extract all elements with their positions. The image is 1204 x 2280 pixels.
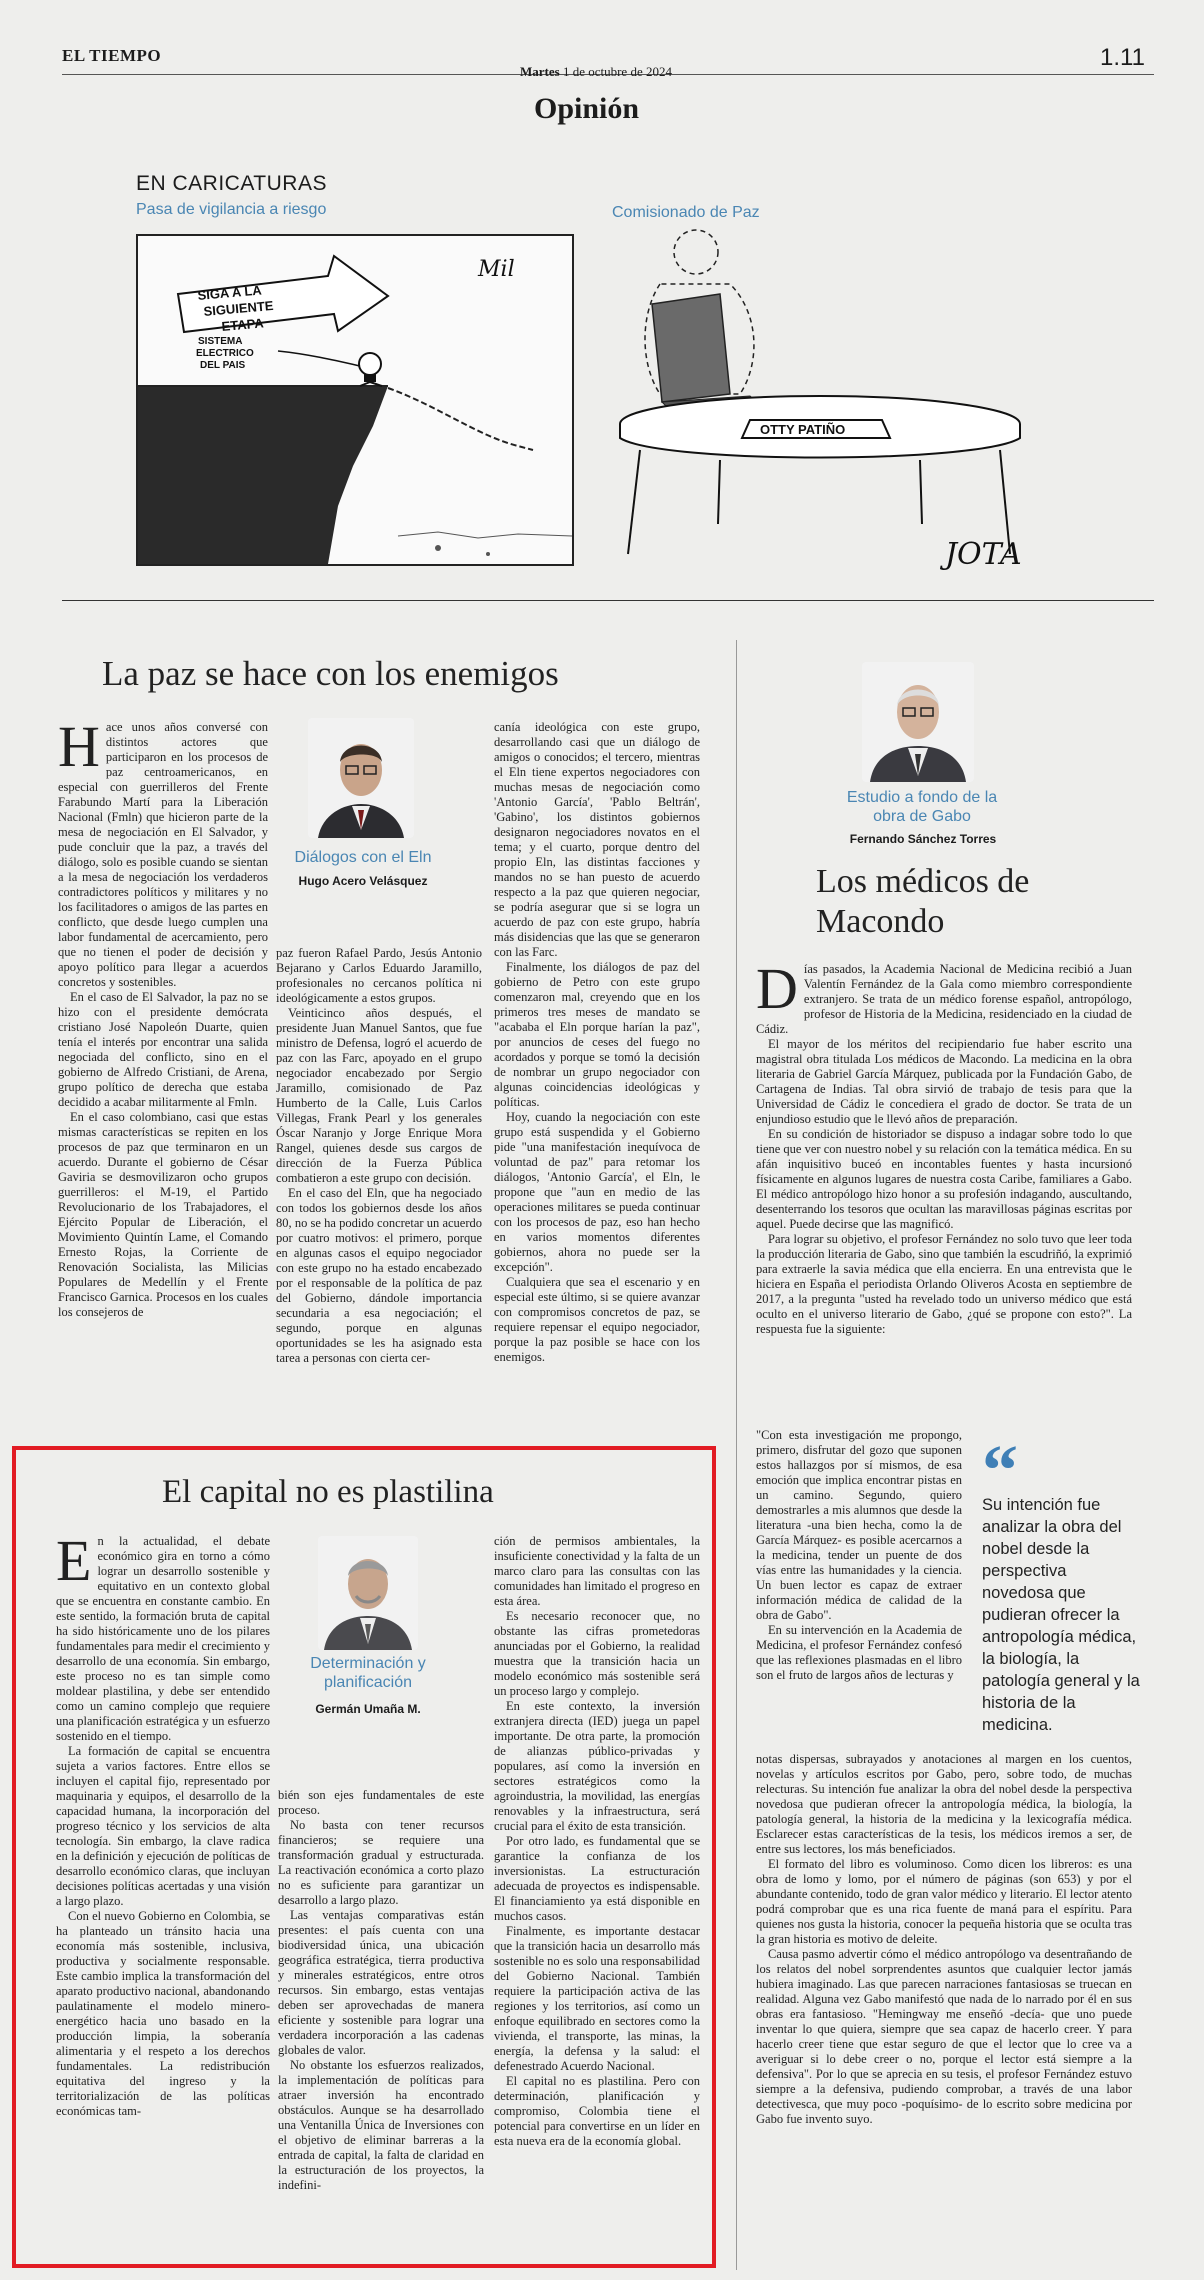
article3-col2 [278,1788,484,2244]
article2-rubric: Estudio a fondo de la obra de Gabo [846,789,998,825]
article1-col2 [276,946,482,1440]
article1-p6: En el caso del Eln, que ha negociado con todos los gobiernos desde los años 80, no se ha podido concretar un acuerdo por cuatro motivos: el primero, porque en algunas casos el equipo negociador con este grupo no ha estado encabezado por el responsable de la política de paz del Gobierno, dándole importancia secundaria a esa negociación; el segundo, porque en algunas oportunidades se les ha asignado esta tarea a personas con cierta cer- [276,1186,482,1365]
article3-p10: En este contexto, la inversión extranjera directa (IED) juega un papel importante. De otra parte, la promoción de alianzas público-privadas y populares, así como la inversión en sectores estratégicos como la agroindustria, la movilidad, las energías renovables y la infraestructura, será crucial para el éxito de esta transición. [494,1699,700,1833]
article1-p4: paz fueron Rafael Pardo, Jesús Antonio Bejarano y Carlos Eduardo Jaramillo, profesionales no cercanos política ni ideológicamente a estos grupos. [276,946,482,1005]
article2-title: Los médicos de Macondo [816,863,1030,940]
date-day: Martes [520,64,560,79]
article2-col-bottom [756,1752,1132,2268]
name-plate: OTTY PATIÑO [760,422,846,437]
cartoon-left-drawing [138,236,572,564]
page-number: 1.11 [1100,44,1145,71]
author-photo-fernando [862,662,974,782]
article2-p8: El formato del libro es voluminoso. Como dicen los libreros: es una obra de lomo y lomo, por el número de páginas (son 653) y por el abundante contenido, todo de gran valor médico y literario. El lector atento podrá comprobar que es una rica fuente de maná para el espíritu. Para quienes nos gusta la historia, conocer la pequeña historia que se oculta tras la gran historia es motivo de deleite. [756,1857,1132,1946]
article1-p10: Cualquiera que sea el escenario y en especial este último, si se quiere avanzar con compromisos concretos de paz, se requiere repensar el equipo negociador, porque la paz posible se hace con los enemigos. [494,1275,700,1364]
divider-cartoons [62,600,1154,601]
article3-p1: n la actualidad, el debate económico gira en torno a cómo lograr un desarrollo sostenible y equitativo en un contexto global que se encuentra en constante cambio. En este sentido, la formación bruta de capital ha sido históricamente uno de los pilares fundamentales para medir el crecimiento y desarrollo de una economía. Sin embargo, este proceso no es tan simple como moldear plastilina, y debe ser entendido como un camino complejo que requiere una planificación estratégica y un esfuerzo sostenido en el tiempo. [56,1534,270,1743]
article1-dropcap: H [58,720,100,779]
article3-p4: bién son ejes fundamentales de este proceso. [278,1788,484,1817]
article1-col3 [494,720,700,1440]
article1-p8: Finalmente, los diálogos de paz del gobierno de Petro con este grupo comenzaron mal, creyendo que en los primeros tres meses de mandato se "acababa el Eln porque harían la paz", por anuncios de ceses del fuego no acordados y porque se tomó la decisión de nombrar un grupo negociador con algunas coincidencias ideológicas y políticas. [494,960,700,1109]
article1-p5: Veinticinco años después, el presidente Juan Manuel Santos, que fue ministro de Defensa, logró el acuerdo de paz con las Farc, apoyado en el grupo negociador encabezado por Sergio Jaramillo, comisionado de Paz Humberto de la Calle, Luis Carlos Villegas, Frank Pearl y los generales Óscar Naranjo y Jorge Enrique Mora Rangel, quienes desde sus cargos de dirección de la Fuerza Pública combatieron a este grupo con decisión. [276,1006,482,1185]
cartoon-right-signature: JOTA [945,537,1022,572]
article3-col1 [56,1534,270,2244]
author-photo-german [318,1536,418,1650]
article3-author: Germán Umaña M. [315,1702,421,1716]
article2-p2: El mayor de los méritos del recipiendario fue haber escrito una magistral obra titulada Los médicos de Macondo. La medicina en la obra literaria de Gabriel García Márquez, publicada por la Fundación Gabo, de Cartagena de Indias. Tal obra sirvió de trabajo de tesis para que la Universidad de Cádiz le concediera el grado de doctor. Se trata de un enjundioso estudio que le llevó años de preparación. [756,1037,1132,1126]
cartoon-right-drawing [600,224,1070,578]
article2-col-mid [756,1428,962,1748]
label-line-3: DEL PAIS [200,360,246,371]
article2-p7: notas dispersas, subrayados y anotaciones al margen en los cuentos, novelas y artículos escritos por Gabo, pero, sobre todo, de muchas relecturas. Su intención fue analizar la obra del nobel desde la perspectiva novedosa que pudieran ofrecer la antropología médica, la biología, la patología general, la historia de la medicina y la lexicografía médica. Esclarecer estas características de la tesis, los médicos iremos a ser, de entre sus lectores, los más beneficiados. [756,1752,1132,1856]
article2-p5: "Con esta investigación me propongo, primero, disfrutar del gozo que suponen estos hallazgos por sí mismos, de esa emoción que implica encontrar pistas en un camino. Segundo, quiero demostrarles a mis alumnos que desde la literatura -una bien hecha, como la de García Márquez- es posible acercarnos a la medicina, tender un puente de dos vías entre las humanidades y la ciencia. Un buen lector es capaz de extraer información médica de calidad de la obra de Gabo". [756,1428,962,1622]
article3-p11: Por otro lado, es fundamental que se garantice la confianza de los inversionistas. La estructuración adecuada de proyectos es indispensable. El financiamiento ya está disponible en muchos casos. [494,1834,700,1923]
article3-title: El capital no es plastilina [162,1474,494,1510]
cartoon-left-caption: Pasa de vigilancia a riesgo [136,201,327,218]
article2-p3: En su condición de historiador se dispuso a indagar sobre todo lo que tiene que ver con nuestro nobel y su relación con la temática médica. En su afán inquisitivo buceó en incontables fuentes y hasta incursionó físicamente en algunos lugares de nuestra costa Caribe, familiares a Gabo. El médico antropólogo hizo honor a su profesión indagando, auscultando, desenterrando los tesoros que ocultan las maravillosas páginas escritas por aquel. Puede decirse que las magnificó. [756,1127,1132,1231]
article3-p7: No obstante los esfuerzos realizados, la implementación de políticas para atraer inversión ha encontrado obstáculos. Aunque se ha desarrollado una Ventanilla Única de Inversiones con el objetivo de eliminar barreras a la entrada de capital, la falta de claridad en la estructuración de los proyectos, la indefini- [278,2058,484,2192]
article3-p12: Finalmente, es importante destacar que la transición hacia un desarrollo más sostenible no es solo una responsabilidad del Gobierno Nacional. También requiere la participación activa de las regiones y los territorios, así como un enfoque equilibrado en sectores como la vivienda, el transporte, las minas, la energía, la defensa y la salud: el defenestrado Acuerdo Nacional. [494,1924,700,2073]
article1-p3: En el caso colombiano, casi que estas mismas características se repiten en los procesos de paz que terminaron en un acuerdo. Durante el gobierno de César Gaviria se desmovilizaron ocho grupos guerrilleros: el M-19, el Partido Revolucionario de los Trabajadores, el Ejército Popular de Liberación, el Movimiento Quintín Lame, el Comando Ernesto Rojas, la Corriente de Renovación Socialista, las Milicias Populares de Medellín y el Frente Francisco Garnica. Procesos en los cuales los consejeros de [58,1110,268,1319]
article1-col1 [58,720,268,1440]
article1-rubric: Diálogos con el Eln [294,849,432,866]
article1-p9: Hoy, cuando la negociación con este grupo está suspendida y el Gobierno pide "una manifestación inequívoca de voluntad de paz" para retomar los diálogos, 'Antonio García', el Eln, le propone que "aun en medio de las operaciones militares se pueda continuar con los procesos de paz, eso han hecho en varios momentos diferentes gobiernos, ahora no puede ser la excepción". [494,1110,700,1274]
label-line-2: ELECTRICO [196,348,254,359]
article1-p2: En el caso de El Salvador, la paz no se hizo con el presidente demócrata cristiano José Napoleón Duarte, quien tenía el interés por encontrar una salida negociada del conflicto, sino en el gobierno de Alfredo Cristiani, de Arena, grupo político de derecha que estaba decidido a acabar militarmente al Fmln. [58,990,268,1109]
section-title: Opinión [534,92,640,125]
article2-pull-quote: Su intención fue analizar la obra del nobel desde la perspectiva novedosa que pudieran ofrecer la antropología médica, la biología, la patología general y la historia de la medicina. [982,1496,1140,1734]
masthead: EL TIEMPO [62,46,162,65]
article2-author: Fernando Sánchez Torres [849,832,997,846]
article3-p3: Con el nuevo Gobierno en Colombia, se ha planteado un tránsito hacia una economía más sostenible, inclusiva, productiva y socialmente responsable. Este cambio implica la transformación del aparato productivo nacional, abandonando paulatinamente el modelo minero-energético hacia uno basado en la producción limpia, la soberanía alimentaria y el respeto a los derechos fundamentales. La redistribución equitativa del ingreso y la territorialización de las políticas económicas tam- [56,1909,270,2118]
article1-p7: canía ideológica con este grupo, desarrollando casi que un diálogo de amigos o conocidos; el tercero, mientras el Eln tiene expertos negociadores con muchas mesas de negociación como 'Antonio García', 'Pablo Beltrán', 'Gabino', los distintos gobiernos designaron negociadores novatos en el tema; y el cuarto, porque dentro del propio Eln, las distintas facciones y mandos no se han puesto de acuerdo respecto a la paz que quieren negociar, se podría asegurar que si se logra un acuerdo de paz con este grupo, habría más disidencias que las que se generaron con las Farc. [494,720,700,959]
cartoon-right-caption: Comisionado de Paz [612,204,760,221]
cartoon-left [136,234,574,566]
article3-p5: No basta con tener recursos financieros; se requiere una transformación gradual y estructurada. La reactivación económica a corto plazo no es suficiente para garantizar un desarrollo a largo plazo. [278,1818,484,1907]
date-rest: 1 de octubre de 2024 [559,64,672,79]
cartoon-right [600,224,1070,578]
sign-line-3: ETAPA [220,315,265,334]
article3-p9: Es necesario reconocer que, no obstante las cifras prometedoras anunciadas por el Gobierno, la realidad muestra que la transición hacia un modelo económico más sostenible será un proceso largo y complejo. [494,1609,700,1698]
column-divider [736,640,737,2270]
quote-icon: “ [982,1430,1018,1510]
issue-date [520,64,672,80]
article3-rubric: Determinación y planificación [310,1655,426,1691]
article3-p13: El capital no es plastilina. Pero con determinación, planificación y compromiso, Colombia tiene el potencial para convertirse en un líder en esta nueva era de la economía global. [494,2074,700,2148]
article3-p2: La formación de capital se encuentra sujeta a varios factores. Entre ellos se incluyen el capital fijo, representado por maquinaria y equipos, el desarrollo de la capacidad humana, la incorporación del progreso técnico y los servicios de alta tecnología. Sin embargo, la clave radica en la definición y ejecución de políticas de desarrollo económico claras, que incluyan decisiones políticas acertadas y una visión a largo plazo. [56,1744,270,1908]
article2-p1: ías pasados, la Academia Nacional de Medicina recibió a Juan Valentín Fernández de la Gala como miembro correspondiente extranjero. Se trata de un médico forense español, antropólogo, profesor de Historia de la Medicina, residenciado en la ciudad de Cádiz. [756,962,1132,1036]
article2-dropcap: D [756,962,798,1021]
label-line-1: SISTEMA [198,336,243,347]
article3-p6: Las ventajas comparativas están presentes: el país cuenta con una biodiversidad única, una ubicación geográfica estratégica, tierra productiva y minerales estratégicos, entre otros recursos. Sin embargo, estas ventajas deben ser aprovechadas de manera eficiente y sostenible para lograr una verdadera incorporación a las cadenas globales de valor. [278,1908,484,2057]
article1-title: La paz se hace con los enemigos [102,654,559,693]
cartoons-title: EN CARICATURAS [136,172,327,195]
article2-p4: Para lograr su objetivo, el profesor Fernández no solo tuvo que leer toda la producción literaria de Gabo, sino que también la escudriñó, la exprimió para extraerle la savia médica que ella encierra. En una entrevista que le hiciera en España el periodista Orlando Oliveros Acosta en septiembre de 2017, a la pregunta "usted ha revelado todo un universo médico que está oculto en el universo literario de Gabo, ¿qué se propone con esto?". La respuesta fue la siguiente: [756,1232,1132,1336]
article2-p6: En su intervención en la Academia de Medicina, el profesor Fernández confesó que las reflexiones plasmadas en el libro son el fruto de largos años de lecturas y [756,1623,962,1682]
article3-col3 [494,1534,700,2244]
article1-p1: ace unos años conversé con distintos actores que participaron en los procesos de paz centroamericanos, en especial con guerrilleros del Frente Farabundo Martí para la Liberación Nacional (Fmln) que hicieron parte de la mesa de negociación en El Salvador, y pude concluir que la paz, a través del diálogo, solo es posible cuando se sientan a la mesa de negociación los verdaderos contradictores políticos y militares y no los facilitadores o amigos de las partes en conflicto, que desde luego cumplen una labor fundamental de acercamiento, pero que no tienen el poder de decisión y apoyo político para llegar a acuerdos concretos y sostenibles. [58,720,268,989]
sign-line-2: SIGUIENTE [202,297,275,319]
article3-dropcap: E [56,1534,92,1593]
article3-p8: ción de permisos ambientales, la insuficiente conectividad y la falta de un marco claro para las consultas con las comunidades han limitado el progreso en esta área. [494,1534,700,1608]
cartoon-left-signature: Mil [478,257,515,282]
article2-p9: Causa pasmo advertir cómo el médico antropólogo va desentrañando de los relatos del nobel sorprendentes asuntos que cualquier lector jamás hubiera imaginado. Las que parecen narraciones fantasiosas se truecan en realidad. Alguna vez Gabo manifestó que nada de lo narrado por él en sus obras era fantasioso. "Hemingway me enseñó -decía- que uno puede inventar lo que quiera, siempre que sea capaz de hacerlo creer. Y para hacerlo creer tiene que estar seguro de que el lector que lo cree va a averiguar si lo debe creer o no, porque el lector está siempre a la defensiva". Por lo que se aprecia en su tesis, el profesor Fernández estuvo siempre a la defensiva, pudiendo comprobar, a través de una labor detectivesca, que muy poco -poquísimo- de lo escrito sobre medicina por Gabo fue invento suyo. [756,1947,1132,2126]
sign-line-1: SIGA A LA [196,282,263,303]
article2-col-top [756,962,1132,1424]
article1-author: Hugo Acero Velásquez [298,874,428,888]
author-photo-hugo [308,718,414,838]
